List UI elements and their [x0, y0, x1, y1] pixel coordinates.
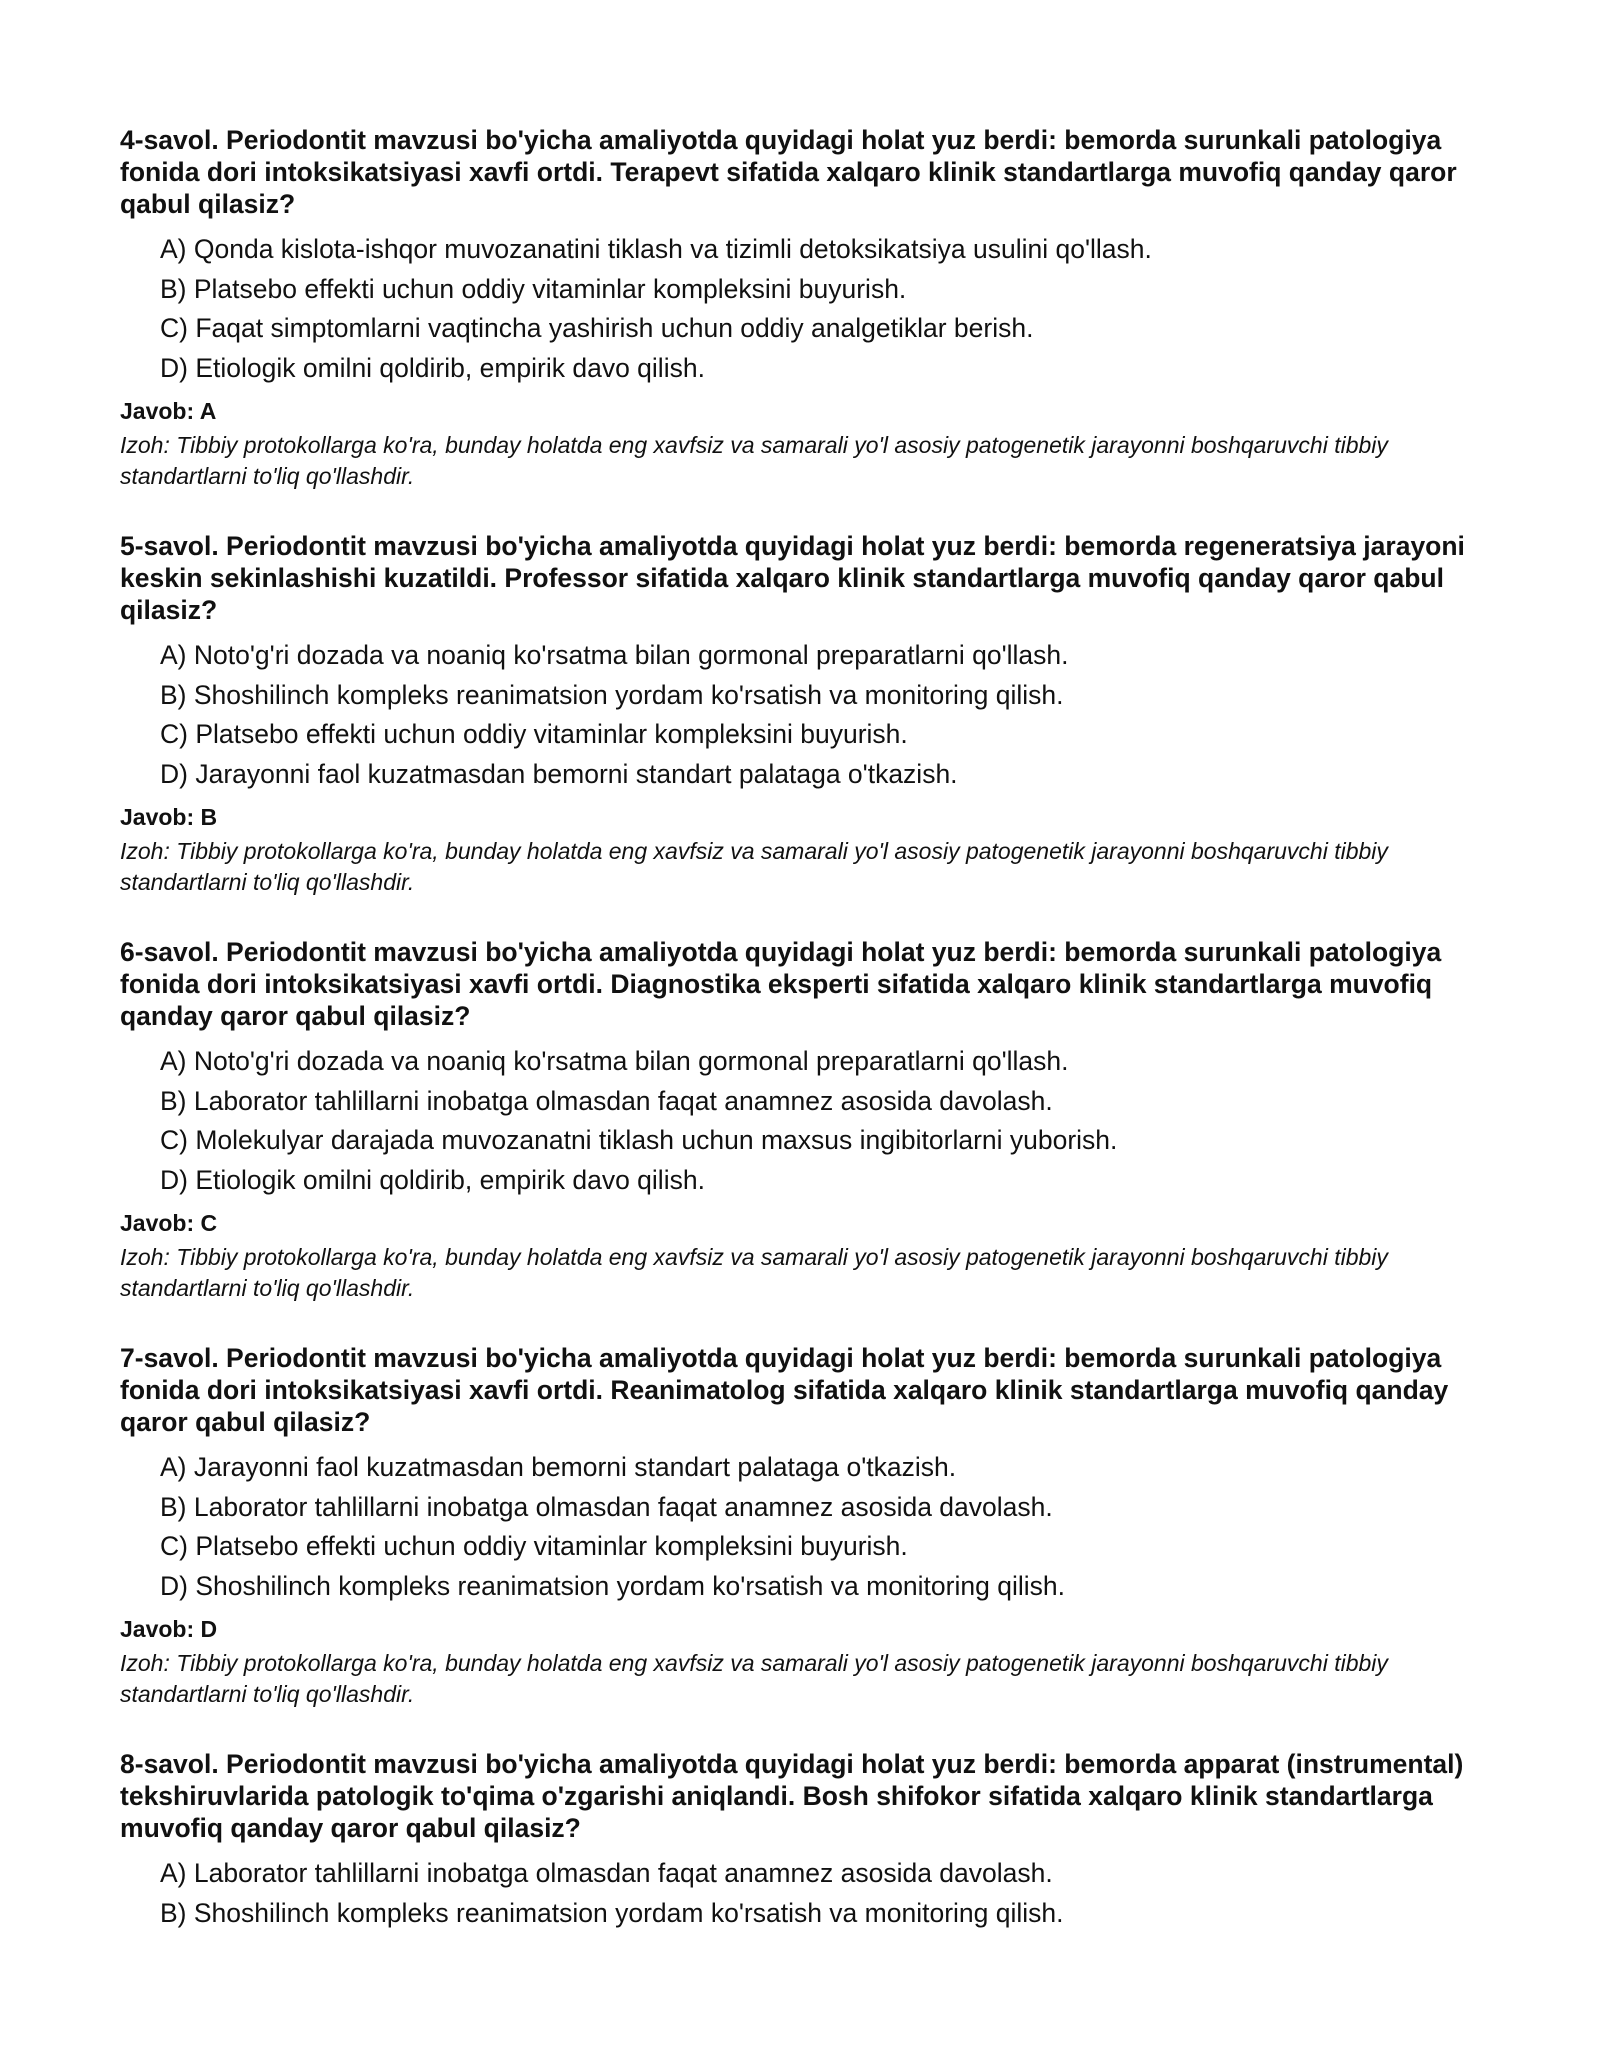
answer-value: B: [200, 804, 218, 830]
option-list: [120, 1854, 1490, 1933]
answer-label: Javob:: [120, 1616, 195, 1642]
question-4: [120, 124, 1490, 492]
explanation: Izoh: Tibbiy protokollarga ko'ra, bunday holatda eng xavfsiz va samarali yo'l asosiy patogenetik jarayonni boshqaruvchi tibbiy standartlarni to'liq qo'llashdir.: [120, 838, 1388, 895]
option-c: C) Faqat simptomlarni vaqtincha yashirish uchun oddiy analgetiklar berish.: [160, 313, 1034, 343]
document-page: [120, 124, 1490, 1971]
answer-value: C: [200, 1210, 218, 1236]
option-c: C) Molekulyar darajada muvozanatni tiklash uchun maxsus ingibitorlarni yuborish.: [160, 1125, 1118, 1155]
question-title: 6-savol. Periodontit mavzusi bo'yicha amaliyotda quyidagi holat yuz berdi: bemorda surunkali patologiya fonida dori intoksikatsiyasi xavfi ortdi. Diagnostika eksperti sifatida xalqaro klinik standartlarga muvofiq qanday qaror qabul qilasiz?: [120, 937, 1442, 1031]
option-d: D) Jarayonni faol kuzatmasdan bemorni standart palataga o'tkazish.: [160, 758, 958, 789]
answer-label: Javob:: [120, 1210, 195, 1236]
option-b: B) Platsebo effekti uchun oddiy vitaminlar kompleksini buyurish.: [160, 273, 907, 304]
answer-label: Javob:: [120, 398, 195, 424]
option-list: [120, 1448, 1490, 1606]
answer-line: [120, 1614, 1490, 1644]
option-list: [120, 636, 1490, 794]
answer-value: D: [200, 1616, 218, 1642]
explanation: Izoh: Tibbiy protokollarga ko'ra, bunday holatda eng xavfsiz va samarali yo'l asosiy patogenetik jarayonni boshqaruvchi tibbiy standartlarni to'liq qo'llashdir.: [120, 1650, 1388, 1707]
option-b: B) Shoshilinch kompleks reanimatsion yordam ko'rsatish va monitoring qilish.: [160, 679, 1064, 710]
option-a: A) Noto'g'ri dozada va noaniq ko'rsatma bilan gormonal preparatlarni qo'llash.: [160, 1046, 1069, 1076]
option-a: A) Noto'g'ri dozada va noaniq ko'rsatma bilan gormonal preparatlarni qo'llash.: [160, 640, 1069, 670]
option-list: [120, 230, 1490, 388]
option-d: D) Etiologik omilni qoldirib, empirik davo qilish.: [160, 352, 705, 383]
answer-line: [120, 1208, 1490, 1238]
answer-line: [120, 396, 1490, 426]
question-title: 5-savol. Periodontit mavzusi bo'yicha amaliyotda quyidagi holat yuz berdi: bemorda regeneratsiya jarayoni keskin sekinlashishi kuzatildi. Professor sifatida xalqaro klinik standartlarga muvofiq qanday qaror qabul qilasiz?: [120, 531, 1465, 625]
option-a: A) Jarayonni faol kuzatmasdan bemorni standart palataga o'tkazish.: [160, 1452, 957, 1482]
option-a: A) Qonda kislota-ishqor muvozanatini tiklash va tizimli detoksikatsiya usulini qo'llash.: [160, 234, 1152, 264]
answer-value: A: [199, 398, 217, 424]
explanation: Izoh: Tibbiy protokollarga ko'ra, bunday holatda eng xavfsiz va samarali yo'l asosiy patogenetik jarayonni boshqaruvchi tibbiy standartlarni to'liq qo'llashdir.: [120, 1244, 1388, 1301]
option-d: D) Shoshilinch kompleks reanimatsion yordam ko'rsatish va monitoring qilish.: [160, 1570, 1065, 1601]
question-6: [120, 936, 1490, 1304]
option-b: B) Laborator tahlillarni inobatga olmasdan faqat anamnez asosida davolash.: [160, 1491, 1053, 1522]
option-a: A) Laborator tahlillarni inobatga olmasdan faqat anamnez asosida davolash.: [160, 1858, 1053, 1888]
option-list: [120, 1042, 1490, 1200]
explanation: Izoh: Tibbiy protokollarga ko'ra, bunday holatda eng xavfsiz va samarali yo'l asosiy patogenetik jarayonni boshqaruvchi tibbiy standartlarni to'liq qo'llashdir.: [120, 432, 1388, 489]
question-title: 7-savol. Periodontit mavzusi bo'yicha amaliyotda quyidagi holat yuz berdi: bemorda surunkali patologiya fonida dori intoksikatsiyasi xavfi ortdi. Reanimatolog sifatida xalqaro klinik standartlarga muvofiq qanday qaror qabul qilasiz?: [120, 1343, 1449, 1437]
option-b: B) Laborator tahlillarni inobatga olmasdan faqat anamnez asosida davolash.: [160, 1085, 1053, 1116]
question-title: 8-savol. Periodontit mavzusi bo'yicha amaliyotda quyidagi holat yuz berdi: bemorda apparat (instrumental) tekshiruvlarida patologik to'qima o'zgarishi aniqlandi. Bosh shifokor sifatida xalqaro klinik standartlarga muvofiq qanday qaror qabul qilasiz?: [120, 1749, 1464, 1843]
question-5: [120, 530, 1490, 898]
option-b: B) Shoshilinch kompleks reanimatsion yordam ko'rsatish va monitoring qilish.: [160, 1897, 1064, 1928]
question-title: 4-savol. Periodontit mavzusi bo'yicha amaliyotda quyidagi holat yuz berdi: bemorda surunkali patologiya fonida dori intoksikatsiyasi xavfi ortdi. Terapevt sifatida xalqaro klinik standartlarga muvofiq qanday qaror qabul qilasiz?: [120, 125, 1457, 219]
option-c: C) Platsebo effekti uchun oddiy vitaminlar kompleksini buyurish.: [160, 719, 908, 749]
question-7: [120, 1342, 1490, 1710]
option-d: D) Etiologik omilni qoldirib, empirik davo qilish.: [160, 1164, 705, 1195]
answer-label: Javob:: [120, 804, 195, 830]
answer-line: [120, 802, 1490, 832]
question-8: [120, 1748, 1490, 1933]
option-c: C) Platsebo effekti uchun oddiy vitaminlar kompleksini buyurish.: [160, 1531, 908, 1561]
